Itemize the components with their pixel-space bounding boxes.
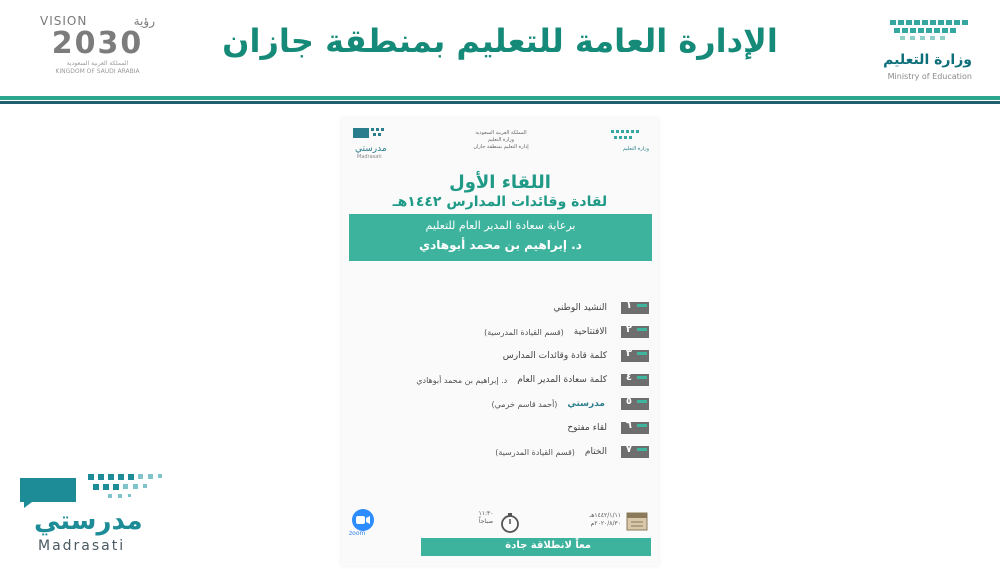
- vision-label-en: VISION: [40, 14, 88, 28]
- vision-2030-logo: [40, 14, 155, 89]
- moe-name-ar: وزارة التعليم: [883, 52, 972, 68]
- doc-letterhead: [446, 130, 556, 151]
- letterhead-line: إدارة التعليم بمنطقة جازان: [473, 144, 529, 150]
- doc-footer-info: [341, 508, 659, 540]
- slogan-bar: [421, 538, 651, 556]
- vision-year: 2030: [51, 26, 144, 61]
- slogan-text: معاً لانطلاقة جادة: [505, 540, 591, 551]
- patron-name: د. إبراهيم بن محمد أبوهادي: [419, 238, 582, 252]
- agenda-item-note: (أحمد قاسم خرمي): [491, 399, 558, 409]
- header-divider-top: [0, 96, 1000, 100]
- meeting-invitation-document: [341, 118, 659, 566]
- patronage-banner: [349, 214, 652, 261]
- agenda-item-text: كلمة قادة وقائدات المدارس: [502, 351, 607, 361]
- agenda-number-badge: ٢: [615, 324, 649, 340]
- doc-madrasati-label-ar: مدرستي: [355, 144, 387, 154]
- agenda-item-text: الافتتاحية: [573, 327, 607, 337]
- doc-moe-logo: [603, 126, 653, 160]
- list-item: [351, 370, 649, 390]
- ministry-of-education-logo: [850, 16, 980, 86]
- moe-small-dots-icon: [609, 128, 649, 146]
- meeting-time: ١١:٣٠ صباحاً: [478, 510, 494, 525]
- agenda-item-text: لقاء مفتوح: [567, 423, 607, 433]
- calendar-icon: [625, 510, 649, 532]
- moe-dots-icon: [890, 16, 972, 46]
- list-item: [351, 394, 649, 414]
- zoom-label: zoom: [349, 530, 366, 537]
- madrasati-dots-icon: [68, 470, 178, 504]
- agenda-item-note: (قسم القيادة المدرسية): [484, 327, 564, 337]
- list-item: [351, 442, 649, 462]
- vision-label-ar: رؤية: [133, 14, 155, 28]
- agenda-number-badge: ٦: [615, 420, 649, 436]
- madrasati-small-icon: [351, 126, 391, 144]
- meeting-date: ١٤٤٢/١/١١هـ ٢٠٢٠/٨/٣٠م: [589, 512, 621, 527]
- madrasati-logo: [8, 466, 188, 562]
- patronage-line: برعاية سعادة المدير العام للتعليم: [425, 219, 576, 232]
- agenda-item-text: مدرستي: [567, 399, 605, 409]
- header-divider-bottom: [0, 101, 1000, 104]
- agenda-item-text: النشيد الوطني: [553, 303, 607, 313]
- letterhead-line: المملكة العربية السعودية: [475, 130, 527, 136]
- madrasati-name-ar: مدرستي: [34, 506, 143, 536]
- doc-madrasati-label-en: Madrasati: [357, 154, 382, 160]
- doc-moe-label: وزارة التعليم: [622, 146, 649, 152]
- agenda-number-badge: ٥: [615, 396, 649, 412]
- page-header: [0, 0, 1000, 100]
- list-item: [351, 298, 649, 318]
- agenda-number-badge: ١: [615, 300, 649, 316]
- agenda-item-note: (قسم القيادة المدرسية): [495, 447, 575, 457]
- agenda-item-text: الختام: [584, 447, 607, 457]
- doc-madrasati-logo: [351, 126, 401, 162]
- agenda-list: [341, 298, 659, 463]
- page-title: الإدارة العامة للتعليم بمنطقة جازان: [222, 22, 778, 60]
- vision-sub-en: KINGDOM OF SAUDI ARABIA: [55, 68, 140, 75]
- vision-sub-ar: المملكة العربية السعودية: [66, 60, 129, 67]
- list-item: [351, 346, 649, 366]
- agenda-item-text: كلمة سعادة المدير العام: [517, 375, 607, 385]
- list-item: [351, 418, 649, 438]
- agenda-number-badge: ٣: [615, 348, 649, 364]
- meeting-title: اللقاء الأول: [449, 172, 551, 193]
- letterhead-line: وزارة التعليم: [487, 137, 515, 143]
- agenda-number-badge: ٧: [615, 444, 649, 460]
- meeting-subtitle: لقادة وقائدات المدارس ١٤٤٢هـ: [392, 194, 608, 210]
- agenda-number-badge: ٤: [615, 372, 649, 388]
- madrasati-name-en: Madrasati: [38, 538, 126, 554]
- zoom-icon: [351, 508, 375, 532]
- agenda-item-note: د. إبراهيم بن محمد أبوهادي: [416, 375, 508, 385]
- stopwatch-icon: [499, 512, 521, 534]
- moe-name-en: Ministry of Education: [887, 72, 972, 81]
- list-item: [351, 322, 649, 342]
